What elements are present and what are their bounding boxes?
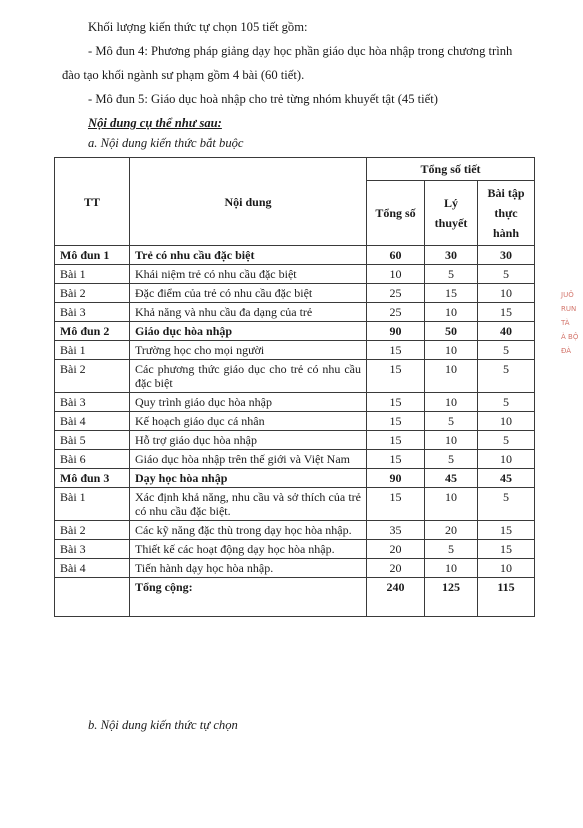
row-total: 25 <box>367 303 425 322</box>
header-tt: TT <box>55 158 130 246</box>
table-row <box>55 412 535 431</box>
table-row <box>55 303 535 322</box>
header-total-group: Tổng số tiết <box>367 158 535 181</box>
row-theory: 30 <box>425 246 478 265</box>
table-row <box>55 450 535 469</box>
header-practice: Bài tập thực hành <box>478 181 535 246</box>
row-content: Quy trình giáo dục hòa nhập <box>130 393 367 412</box>
row-theory: 10 <box>425 488 478 521</box>
row-total: 10 <box>367 265 425 284</box>
row-total: 90 <box>367 322 425 341</box>
intro-line-1: Khối lượng kiến thức tự chọn 105 tiết gồm: <box>88 20 308 34</box>
row-tt: Bài 2 <box>55 360 130 393</box>
row-content: Các phương thức giáo dục cho trẻ có nhu cầu đặc biệt <box>130 360 367 393</box>
row-tt: Bài 6 <box>55 450 130 469</box>
row-theory: 5 <box>425 265 478 284</box>
row-content: Các kỹ năng đặc thù trong dạy học hòa nhập. <box>130 521 367 540</box>
row-content: Dạy học hòa nhập <box>130 469 367 488</box>
row-practice: 10 <box>478 450 535 469</box>
row-total: 15 <box>367 488 425 521</box>
row-theory: 5 <box>425 540 478 559</box>
row-tt: Bài 4 <box>55 412 130 431</box>
row-tt: Bài 2 <box>55 284 130 303</box>
row-tt: Bài 4 <box>55 559 130 578</box>
table-row <box>55 431 535 450</box>
table-row <box>55 559 535 578</box>
row-content: Khái niệm trẻ có nhu cầu đặc biệt <box>130 265 367 284</box>
total-row <box>55 578 535 617</box>
row-theory: 10 <box>425 341 478 360</box>
row-tt: Bài 3 <box>55 303 130 322</box>
row-tt: Mô đun 3 <box>55 469 130 488</box>
row-theory: 10 <box>425 393 478 412</box>
stamp-text: ĐÀ <box>561 347 572 355</box>
row-theory: 10 <box>425 303 478 322</box>
row-practice: 45 <box>478 469 535 488</box>
row-content: Đặc điểm của trẻ có nhu cầu đặc biệt <box>130 284 367 303</box>
module-row <box>55 246 535 265</box>
intro-line-2: - Mô đun 4: Phương pháp giảng dạy học phần giáo dục hòa nhập trong chương trình <box>88 44 513 58</box>
intro-line-4: - Mô đun 5: Giáo dục hoà nhập cho trẻ từng nhóm khuyết tật (45 tiết) <box>88 92 438 106</box>
total-tt <box>55 578 130 617</box>
row-content: Giáo dục hòa nhập trên thế giới và Việt Nam <box>130 450 367 469</box>
row-total: 35 <box>367 521 425 540</box>
stamp-fragment <box>561 288 583 408</box>
row-practice: 40 <box>478 322 535 341</box>
curriculum-table <box>54 157 535 617</box>
row-content: Thiết kế các hoạt động dạy học hòa nhập. <box>130 540 367 559</box>
row-content: Khả năng và nhu cầu đa dạng của trẻ <box>130 303 367 322</box>
total-label: Tổng cộng: <box>130 578 367 617</box>
row-tt: Bài 5 <box>55 431 130 450</box>
table-row <box>55 393 535 412</box>
table-row <box>55 521 535 540</box>
row-content: Hỗ trợ giáo dục hòa nhập <box>130 431 367 450</box>
row-theory: 50 <box>425 322 478 341</box>
row-tt: Mô đun 2 <box>55 322 130 341</box>
row-total: 15 <box>367 393 425 412</box>
row-total: 15 <box>367 431 425 450</box>
section-a-heading: a. Nội dung kiến thức bắt buộc <box>88 136 244 150</box>
row-theory: 10 <box>425 360 478 393</box>
row-content: Xác định khả năng, nhu cầu và sở thích của trẻ có nhu cầu đặc biệt. <box>130 488 367 521</box>
table-row <box>55 360 535 393</box>
table-row <box>55 284 535 303</box>
module-row <box>55 322 535 341</box>
row-tt: Bài 1 <box>55 265 130 284</box>
stamp-text: TÀ <box>561 319 570 327</box>
table-row <box>55 265 535 284</box>
row-theory: 5 <box>425 412 478 431</box>
row-total: 15 <box>367 412 425 431</box>
row-theory: 20 <box>425 521 478 540</box>
header-theory: Lý thuyết <box>425 181 478 246</box>
row-total: 15 <box>367 341 425 360</box>
total-total: 240 <box>367 578 425 617</box>
row-tt: Bài 1 <box>55 488 130 521</box>
row-practice: 15 <box>478 521 535 540</box>
row-theory: 5 <box>425 450 478 469</box>
stamp-text: JUÔ <box>561 291 574 299</box>
row-practice: 5 <box>478 431 535 450</box>
table-row <box>55 540 535 559</box>
total-theory: 125 <box>425 578 478 617</box>
row-practice: 5 <box>478 393 535 412</box>
row-practice: 10 <box>478 284 535 303</box>
content-heading: Nội dung cụ thể như sau: <box>88 116 222 130</box>
table-body <box>55 246 535 617</box>
row-total: 90 <box>367 469 425 488</box>
row-total: 25 <box>367 284 425 303</box>
stamp-text: RUN <box>561 305 577 313</box>
row-practice: 15 <box>478 540 535 559</box>
table-row <box>55 341 535 360</box>
row-content: Kế hoạch giáo dục cá nhân <box>130 412 367 431</box>
intro-line-3: đào tạo khối ngành sư phạm gồm 4 bài (60 tiết). <box>62 68 305 82</box>
row-content: Tiến hành dạy học hòa nhập. <box>130 559 367 578</box>
row-practice: 5 <box>478 360 535 393</box>
row-content: Giáo dục hòa nhập <box>130 322 367 341</box>
row-practice: 5 <box>478 341 535 360</box>
row-tt: Bài 3 <box>55 540 130 559</box>
table-row <box>55 488 535 521</box>
section-b-heading: b. Nội dung kiến thức tự chọn <box>88 718 238 732</box>
row-tt: Bài 2 <box>55 521 130 540</box>
row-total: 60 <box>367 246 425 265</box>
row-practice: 10 <box>478 412 535 431</box>
total-practice: 115 <box>478 578 535 617</box>
row-practice: 15 <box>478 303 535 322</box>
module-row <box>55 469 535 488</box>
row-tt: Bài 1 <box>55 341 130 360</box>
row-theory: 10 <box>425 559 478 578</box>
row-content: Trẻ có nhu cầu đặc biệt <box>130 246 367 265</box>
stamp-text: À BỘ <box>561 333 579 341</box>
row-theory: 45 <box>425 469 478 488</box>
header-content: Nội dung <box>130 158 367 246</box>
row-tt: Mô đun 1 <box>55 246 130 265</box>
header-total: Tổng số <box>367 181 425 246</box>
row-total: 20 <box>367 540 425 559</box>
row-total: 15 <box>367 450 425 469</box>
row-content: Trường học cho mọi người <box>130 341 367 360</box>
row-practice: 5 <box>478 265 535 284</box>
row-practice: 30 <box>478 246 535 265</box>
row-total: 20 <box>367 559 425 578</box>
row-total: 15 <box>367 360 425 393</box>
row-practice: 5 <box>478 488 535 521</box>
row-theory: 15 <box>425 284 478 303</box>
row-tt: Bài 3 <box>55 393 130 412</box>
row-practice: 10 <box>478 559 535 578</box>
row-theory: 10 <box>425 431 478 450</box>
